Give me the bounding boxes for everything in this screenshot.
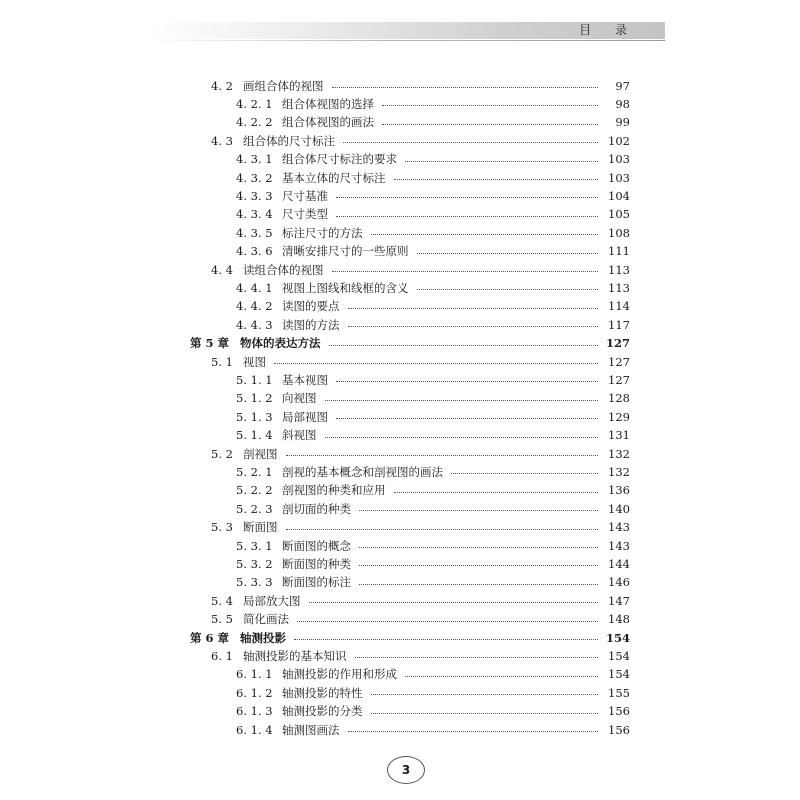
toc-entry-page: 129: [608, 409, 630, 424]
toc-leader-dots: [309, 602, 598, 603]
toc-entry-page: 132: [608, 464, 630, 479]
toc-entry-title: 轴测投影的特性: [282, 685, 363, 700]
toc-entry: [0, 260, 800, 279]
toc-entry-page: 143: [608, 538, 630, 553]
toc-leader-dots: [286, 455, 598, 456]
toc-entry-number: 5. 2. 1: [236, 464, 273, 479]
toc-entry-number: 4. 2. 2: [236, 115, 273, 130]
toc-entry-page: 102: [608, 133, 630, 148]
toc-entry-page: 103: [608, 152, 630, 167]
toc-leader-dots: [359, 547, 598, 548]
toc-entry: [0, 76, 800, 95]
toc-entry: [0, 518, 800, 537]
toc-entry-page: 99: [615, 115, 630, 130]
toc-leader-dots: [336, 381, 598, 382]
toc-leader-dots: [348, 326, 598, 327]
toc-entry-title: 断面图: [243, 520, 278, 535]
toc-entry-title: 剖视图: [243, 446, 278, 461]
toc-entry-title: 剖视的基本概念和剖视图的画法: [282, 464, 443, 479]
toc-entry-number: 5. 2. 2: [236, 483, 273, 498]
toc-leader-dots: [286, 529, 598, 530]
toc-entry: [0, 352, 800, 371]
toc-entry-title: 视图: [243, 354, 266, 369]
toc-entry-number: 4. 3. 3: [236, 188, 273, 203]
toc-entry-number: 4. 2. 1: [236, 96, 273, 111]
toc-entry-title: 读组合体的视图: [243, 262, 324, 277]
toc-entry-number: 5. 3. 3: [236, 575, 273, 590]
toc-entry-title: 简化画法: [243, 612, 289, 627]
toc-entry: [0, 554, 800, 573]
toc-entry-title: 视图上图线和线框的含义: [282, 280, 409, 295]
toc-entry-page: 156: [608, 704, 630, 719]
toc-entry-page: 136: [608, 483, 630, 498]
toc-entry-page: 132: [608, 446, 630, 461]
toc-entry-number: 5. 3. 2: [236, 556, 273, 571]
toc-entry-page: 113: [608, 262, 630, 277]
toc-leader-dots: [417, 289, 598, 290]
toc-leader-dots: [336, 197, 598, 198]
toc-leader-dots: [325, 437, 598, 438]
toc-entry: [0, 242, 800, 261]
toc-leader-dots: [348, 308, 598, 309]
toc-entry: [0, 186, 800, 205]
toc-entry-title: 轴测投影: [240, 630, 286, 645]
toc-entry-title: 断面图的标注: [282, 575, 351, 590]
toc-entry: [0, 591, 800, 610]
toc-leader-dots: [371, 694, 598, 695]
toc-entry-title: 读图的要点: [282, 299, 340, 314]
toc-entry-number: 5. 4: [211, 593, 233, 608]
toc-leader-dots: [343, 142, 598, 143]
toc-leader-dots: [371, 234, 598, 235]
toc-leader-dots: [336, 418, 598, 419]
toc-entry-page: 147: [608, 593, 630, 608]
toc-entry-page: 114: [608, 299, 630, 314]
toc-entry-number: 4. 3. 5: [236, 225, 273, 240]
toc-entry-page: 111: [608, 244, 630, 259]
toc-entry-page: 104: [608, 188, 630, 203]
toc-entry-page: 154: [608, 648, 630, 663]
toc-chapter-entry: [0, 334, 800, 353]
toc-entry-title: 基本视图: [282, 372, 328, 387]
toc-entry-title: 断面图的概念: [282, 538, 351, 553]
toc-entry-title: 剖视图的种类和应用: [282, 483, 386, 498]
toc-entry-number: 6. 1. 1: [236, 667, 273, 682]
toc-entry-title: 轴测投影的基本知识: [243, 648, 347, 663]
toc-entry-number: 4. 3. 4: [236, 207, 273, 222]
toc-entry: [0, 113, 800, 132]
toc-entry: [0, 702, 800, 721]
toc-entry: [0, 610, 800, 629]
toc-entry: [0, 499, 800, 518]
toc-entry-page: 97: [615, 78, 630, 93]
toc-entry-title: 组合体视图的画法: [282, 115, 374, 130]
toc-chapter-entry: [0, 628, 800, 647]
toc-entry: [0, 683, 800, 702]
toc-entry-number: 4. 4: [211, 262, 233, 277]
toc-entry-title: 物体的表达方法: [240, 336, 321, 351]
toc-entry-number: 6. 1. 4: [236, 722, 273, 737]
toc-entry-page: 146: [608, 575, 630, 590]
toc-entry-title: 轴测图画法: [282, 722, 340, 737]
toc-entry-page: 108: [608, 225, 630, 240]
toc-leader-dots: [417, 253, 598, 254]
toc-entry-number: 5. 1. 2: [236, 391, 273, 406]
toc-leader-dots: [359, 510, 598, 511]
toc-entry-page: 154: [605, 630, 630, 645]
toc-entry: [0, 444, 800, 463]
toc-leader-dots: [371, 713, 598, 714]
toc-entry-page: 127: [608, 354, 630, 369]
toc-entry-title: 轴测投影的作用和形成: [282, 667, 397, 682]
toc-entry: [0, 223, 800, 242]
toc-entry-title: 清晰安排尺寸的一些原则: [282, 244, 409, 259]
toc-entry-title: 轴测投影的分类: [282, 704, 363, 719]
toc-entry-number: 5. 1. 1: [236, 372, 273, 387]
toc-leader-dots: [329, 345, 598, 346]
toc-entry: [0, 168, 800, 187]
toc-entry-title: 断面图的种类: [282, 556, 351, 571]
toc-entry: [0, 94, 800, 113]
toc-leader-dots: [359, 584, 598, 585]
toc-entry: [0, 315, 800, 334]
toc-entry-page: 128: [608, 391, 630, 406]
toc-entry-number: 5. 2: [211, 446, 233, 461]
toc-entry-number: 6. 1: [211, 648, 233, 663]
toc-entry-number: 5. 3: [211, 520, 233, 535]
toc-entry: [0, 407, 800, 426]
toc-entry-page: 103: [608, 170, 630, 185]
toc-entry-page: 140: [608, 501, 630, 516]
toc-entry-number: 4. 3: [211, 133, 233, 148]
toc-entry-title: 基本立体的尺寸标注: [282, 170, 386, 185]
toc-entry: [0, 389, 800, 408]
toc-entry: [0, 720, 800, 739]
toc-entry-number: 4. 4. 2: [236, 299, 273, 314]
toc-entry-number: 4. 4. 3: [236, 317, 273, 332]
toc-leader-dots: [336, 216, 598, 217]
toc-entry-number: 5. 1. 3: [236, 409, 273, 424]
toc-entry-number: 4. 4. 1: [236, 280, 273, 295]
toc-entry-title: 组合体视图的选择: [282, 96, 374, 111]
toc-leader-dots: [394, 492, 598, 493]
toc-entry: [0, 665, 800, 684]
toc-entry: [0, 573, 800, 592]
toc-entry-number: 第 5 章: [190, 336, 230, 351]
toc-entry-number: 4. 3. 6: [236, 244, 273, 259]
toc-entry-number: 5. 1. 4: [236, 428, 273, 443]
toc-entry-title: 尺寸基准: [282, 188, 328, 203]
toc-entry-number: 5. 1: [211, 354, 233, 369]
toc-entry: [0, 462, 800, 481]
header-title: 目 录: [579, 23, 637, 37]
toc-leader-dots: [394, 179, 598, 180]
toc-leader-dots: [451, 473, 598, 474]
toc-entry-number: 4. 3. 1: [236, 152, 273, 167]
toc-leader-dots: [332, 271, 598, 272]
toc-entry-page: 117: [608, 317, 630, 332]
toc-leader-dots: [382, 124, 598, 125]
toc-entry: [0, 205, 800, 224]
toc-leader-dots: [405, 676, 598, 677]
toc-entry-page: 105: [608, 207, 630, 222]
toc-entry: [0, 150, 800, 169]
toc-entry-title: 组合体尺寸标注的要求: [282, 152, 397, 167]
toc-entry-number: 6. 1. 3: [236, 704, 273, 719]
toc-entry-page: 155: [608, 685, 630, 700]
toc-leader-dots: [325, 400, 598, 401]
toc-entry-page: 127: [605, 336, 630, 351]
toc-entry-number: 4. 3. 2: [236, 170, 273, 185]
toc-entry-title: 局部放大图: [243, 593, 301, 608]
toc-leader-dots: [332, 87, 598, 88]
toc-entry-page: 144: [608, 556, 630, 571]
toc-entry-number: 第 6 章: [190, 630, 230, 645]
toc-entry-title: 画组合体的视图: [243, 78, 324, 93]
toc-leader-dots: [348, 731, 598, 732]
toc-entry-page: 127: [608, 372, 630, 387]
toc-entry-title: 标注尺寸的方法: [282, 225, 363, 240]
toc-entry-number: 5. 5: [211, 612, 233, 627]
toc-leader-dots: [359, 565, 598, 566]
toc-entry-number: 5. 2. 3: [236, 501, 273, 516]
toc-entry: [0, 536, 800, 555]
page-number: 3: [387, 756, 425, 784]
toc-leader-dots: [294, 639, 598, 640]
toc-leader-dots: [274, 363, 598, 364]
toc-entry-page: 131: [608, 428, 630, 443]
toc-entry-number: 5. 3. 1: [236, 538, 273, 553]
toc-entry-number: 4. 2: [211, 78, 233, 93]
toc-entry: [0, 370, 800, 389]
toc-leader-dots: [297, 621, 598, 622]
toc-entry: [0, 426, 800, 445]
toc-entry-title: 组合体的尺寸标注: [243, 133, 335, 148]
toc-entry-page: 154: [608, 667, 630, 682]
header-bar: [150, 22, 665, 39]
toc-leader-dots: [405, 161, 598, 162]
toc-entry-title: 斜视图: [282, 428, 317, 443]
toc-leader-dots: [355, 657, 598, 658]
toc-entry-page: 143: [608, 520, 630, 535]
toc-leader-dots: [382, 105, 598, 106]
toc-entry-title: 向视图: [282, 391, 317, 406]
toc-entry-title: 局部视图: [282, 409, 328, 424]
toc-entry-number: 6. 1. 2: [236, 685, 273, 700]
toc-entry: [0, 278, 800, 297]
toc-entry: [0, 297, 800, 316]
toc-entry-page: 148: [608, 612, 630, 627]
toc-entry-page: 113: [608, 280, 630, 295]
toc-entry-title: 读图的方法: [282, 317, 340, 332]
toc-entry-title: 尺寸类型: [282, 207, 328, 222]
toc-entry-title: 剖切面的种类: [282, 501, 351, 516]
toc-entry-page: 98: [615, 96, 630, 111]
toc-entry: [0, 481, 800, 500]
toc-entry: [0, 131, 800, 150]
toc-entry: [0, 646, 800, 665]
toc-entry-page: 156: [608, 722, 630, 737]
